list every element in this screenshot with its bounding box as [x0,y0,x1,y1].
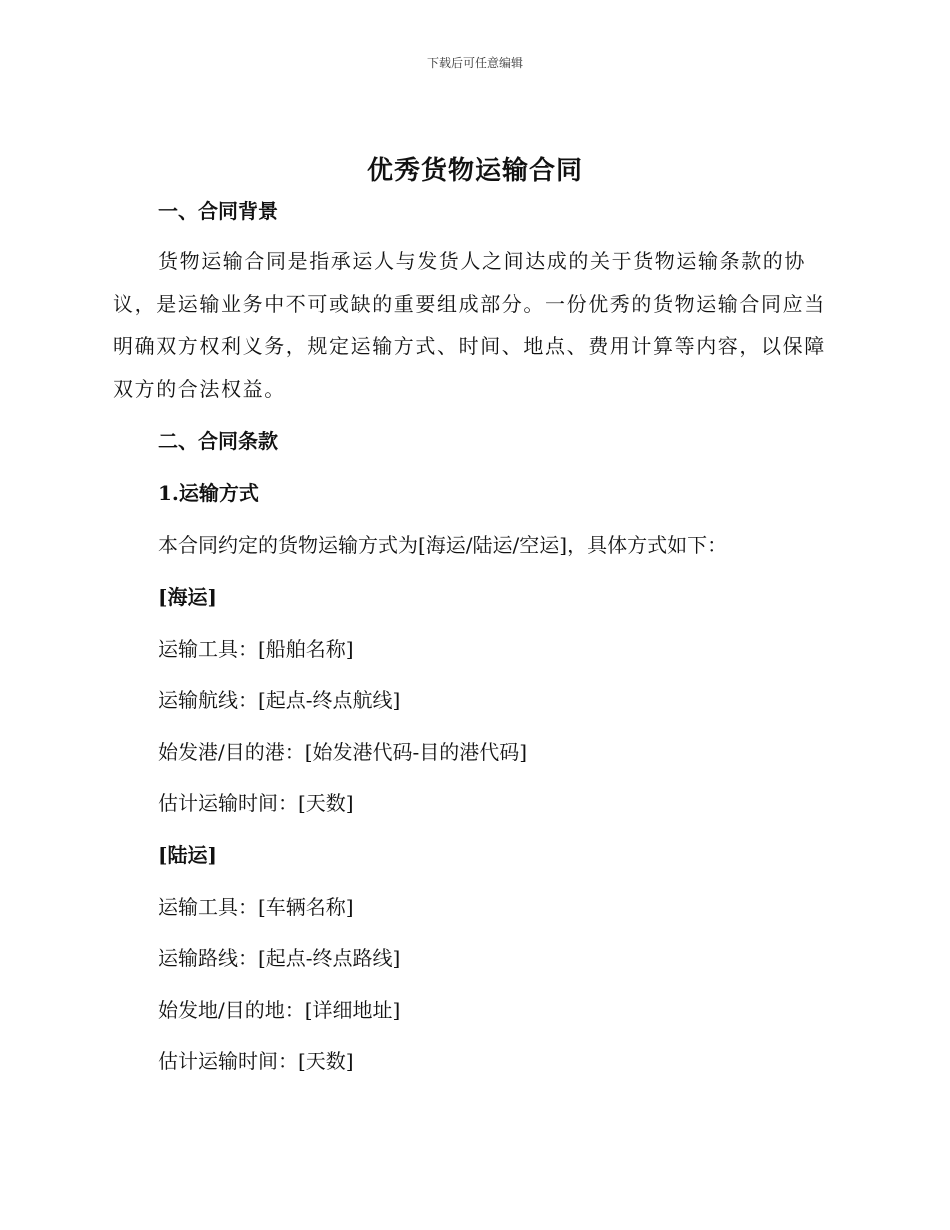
land-transport-route: 运输路线：[起点-终点路线] [158,946,401,970]
land-transport-label: [陆运] [158,843,217,867]
section-heading-terms: 二、合同条款 [158,429,278,453]
subsection-heading-transport-mode: 1.运输方式 [158,481,259,505]
sea-transport-time: 估计运输时间：[天数] [158,791,354,815]
paragraph-line: 双方的合法权益。 [113,376,286,401]
land-transport-tool: 运输工具：[车辆名称] [158,895,354,919]
sea-transport-route: 运输航线：[起点-终点航线] [158,688,401,712]
page-header-note: 下载后可任意编辑 [426,56,523,70]
sea-transport-ports: 始发港/目的港：[始发港代码-目的港代码] [158,740,528,764]
transport-mode-intro: 本合同约定的货物运输方式为[海运/陆运/空运]，具体方式如下： [158,533,728,557]
sea-transport-tool: 运输工具：[船舶名称] [158,637,354,661]
paragraph-line: 货物运输合同是指承运人与发货人之间达成的关于货物运输条款的协 [158,249,806,273]
paragraph-line: 议，是运输业务中不可或缺的重要组成部分。一份优秀的货物运输合同应当 [113,291,826,316]
background-paragraph [113,240,833,410]
section-heading-background: 一、合同背景 [158,199,278,223]
land-transport-places: 始发地/目的地：[详细地址] [158,998,401,1022]
land-transport-time: 估计运输时间：[天数] [158,1049,354,1073]
document-title: 优秀货物运输合同 [366,156,583,186]
paragraph-line: 明确双方权利义务，规定运输方式、时间、地点、费用计算等内容，以保障 [113,334,826,358]
sea-transport-label: [海运] [158,585,217,609]
